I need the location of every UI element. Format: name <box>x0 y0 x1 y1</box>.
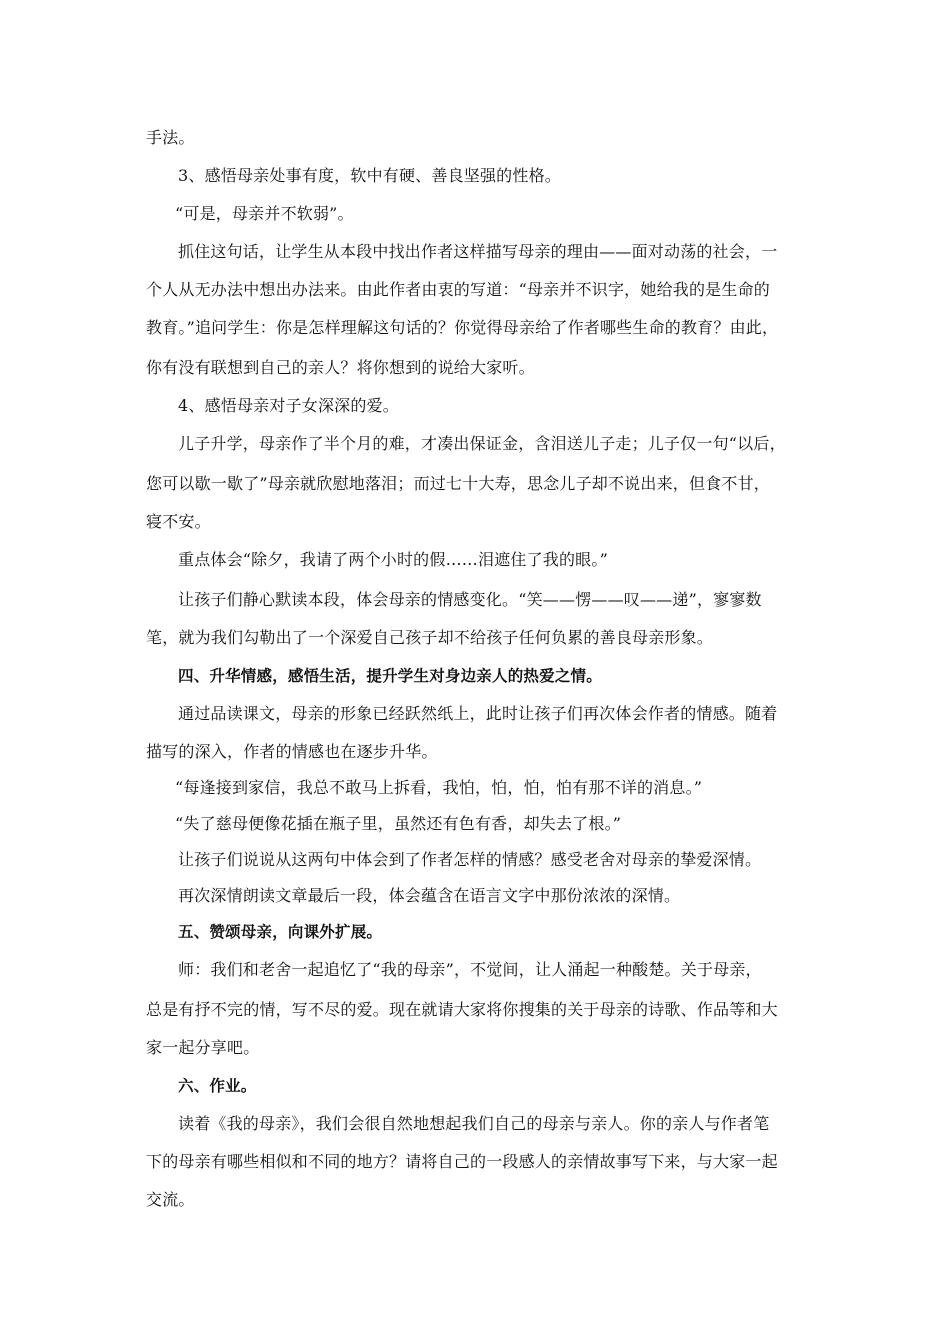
text-line: 您可以歇一歇了”母亲就欣慰地落泪；而过七十大寿，思念儿子却不说出来，但食不甘， <box>146 474 770 493</box>
text-line: 重点体会“除夕，我请了两个小时的假……泪遮住了我的眼。” <box>178 550 608 569</box>
text-line: 寝不安。 <box>146 512 211 531</box>
section-heading: 3、感悟母亲处事有度，软中有硬、善良坚强的性格。 <box>178 166 561 185</box>
text-line: 你有没有联想到自己的亲人？将你想到的说给大家听。 <box>146 358 535 377</box>
section-heading: 四、升华情感，感悟生活，提升学生对身边亲人的热爱之情。 <box>178 667 602 685</box>
text-line: 总是有抒不完的情，写不尽的爱。现在就请大家将你搜集的关于母亲的诗歌、作品等和大 <box>146 1000 778 1019</box>
quote-line: “可是，母亲并不软弱”。 <box>175 204 354 223</box>
text-line: 下的母亲有哪些相似和不同的地方？请将自己的一段感人的亲情故事写下来，与大家一起 <box>146 1152 778 1171</box>
text-line: 师：我们和老舍一起追忆了“我的母亲”，不觉间，让人涌起一种酸楚。关于母亲， <box>178 960 762 979</box>
text-line: 个人从无办法中想出办法来。由此作者由衷的写道：“母亲并不识字，她给我的是生命的 <box>146 280 770 299</box>
text-line: 让孩子们静心默读本段，体会母亲的情感变化。“笑——愣——叹——递”，寥寥数 <box>178 590 762 609</box>
text-line: 交流。 <box>146 1190 195 1209</box>
section-heading: 五、赞颂母亲，向课外扩展。 <box>178 923 383 941</box>
text-line: 再次深情朗读文章最后一段，体会蕴含在语言文字中那份浓浓的深情。 <box>178 886 681 905</box>
text-line: 教育。”追问学生：你是怎样理解这句话的？你觉得母亲给了作者哪些生命的教育？由此， <box>146 318 779 337</box>
quote-line: “每逢接到家信，我总不敢马上拆看，我怕，怕，怕，怕有那不详的消息。” <box>175 778 703 797</box>
section-heading: 六、作业。 <box>178 1077 257 1095</box>
text-line: 描写的深入，作者的情感也在逐步升华。 <box>146 742 438 761</box>
text-line: 儿子升学，母亲作了半个月的难，才凑出保证金，含泪送儿子走；儿子仅一句“以后， <box>178 434 786 453</box>
text-line: 手法。 <box>146 128 195 147</box>
text-line: 通过品读课文，母亲的形象已经跃然纸上，此时让孩子们再次体会作者的情感。随着 <box>178 704 778 723</box>
text-line: 抓住这句话，让学生从本段中找出作者这样描写母亲的理由——面对动荡的社会，一 <box>178 242 778 261</box>
quote-line: “失了慈母便像花插在瓶子里，虽然还有色有香，却失去了根。” <box>175 814 622 833</box>
section-heading: 4、感悟母亲对子女深深的爱。 <box>178 396 399 415</box>
text-line: 读着《我的母亲》，我们会很自然地想起我们自己的母亲与亲人。你的亲人与作者笔 <box>178 1114 770 1133</box>
text-line: 家一起分享吧。 <box>146 1038 260 1057</box>
text-line: 让孩子们说说从这两句中体会到了作者怎样的情感？感受老舍对母亲的挚爱深情。 <box>178 850 762 869</box>
text-line: 笔，就为我们勾勒出了一个深爱自己孩子却不给孩子任何负累的善良母亲形象。 <box>146 628 714 647</box>
